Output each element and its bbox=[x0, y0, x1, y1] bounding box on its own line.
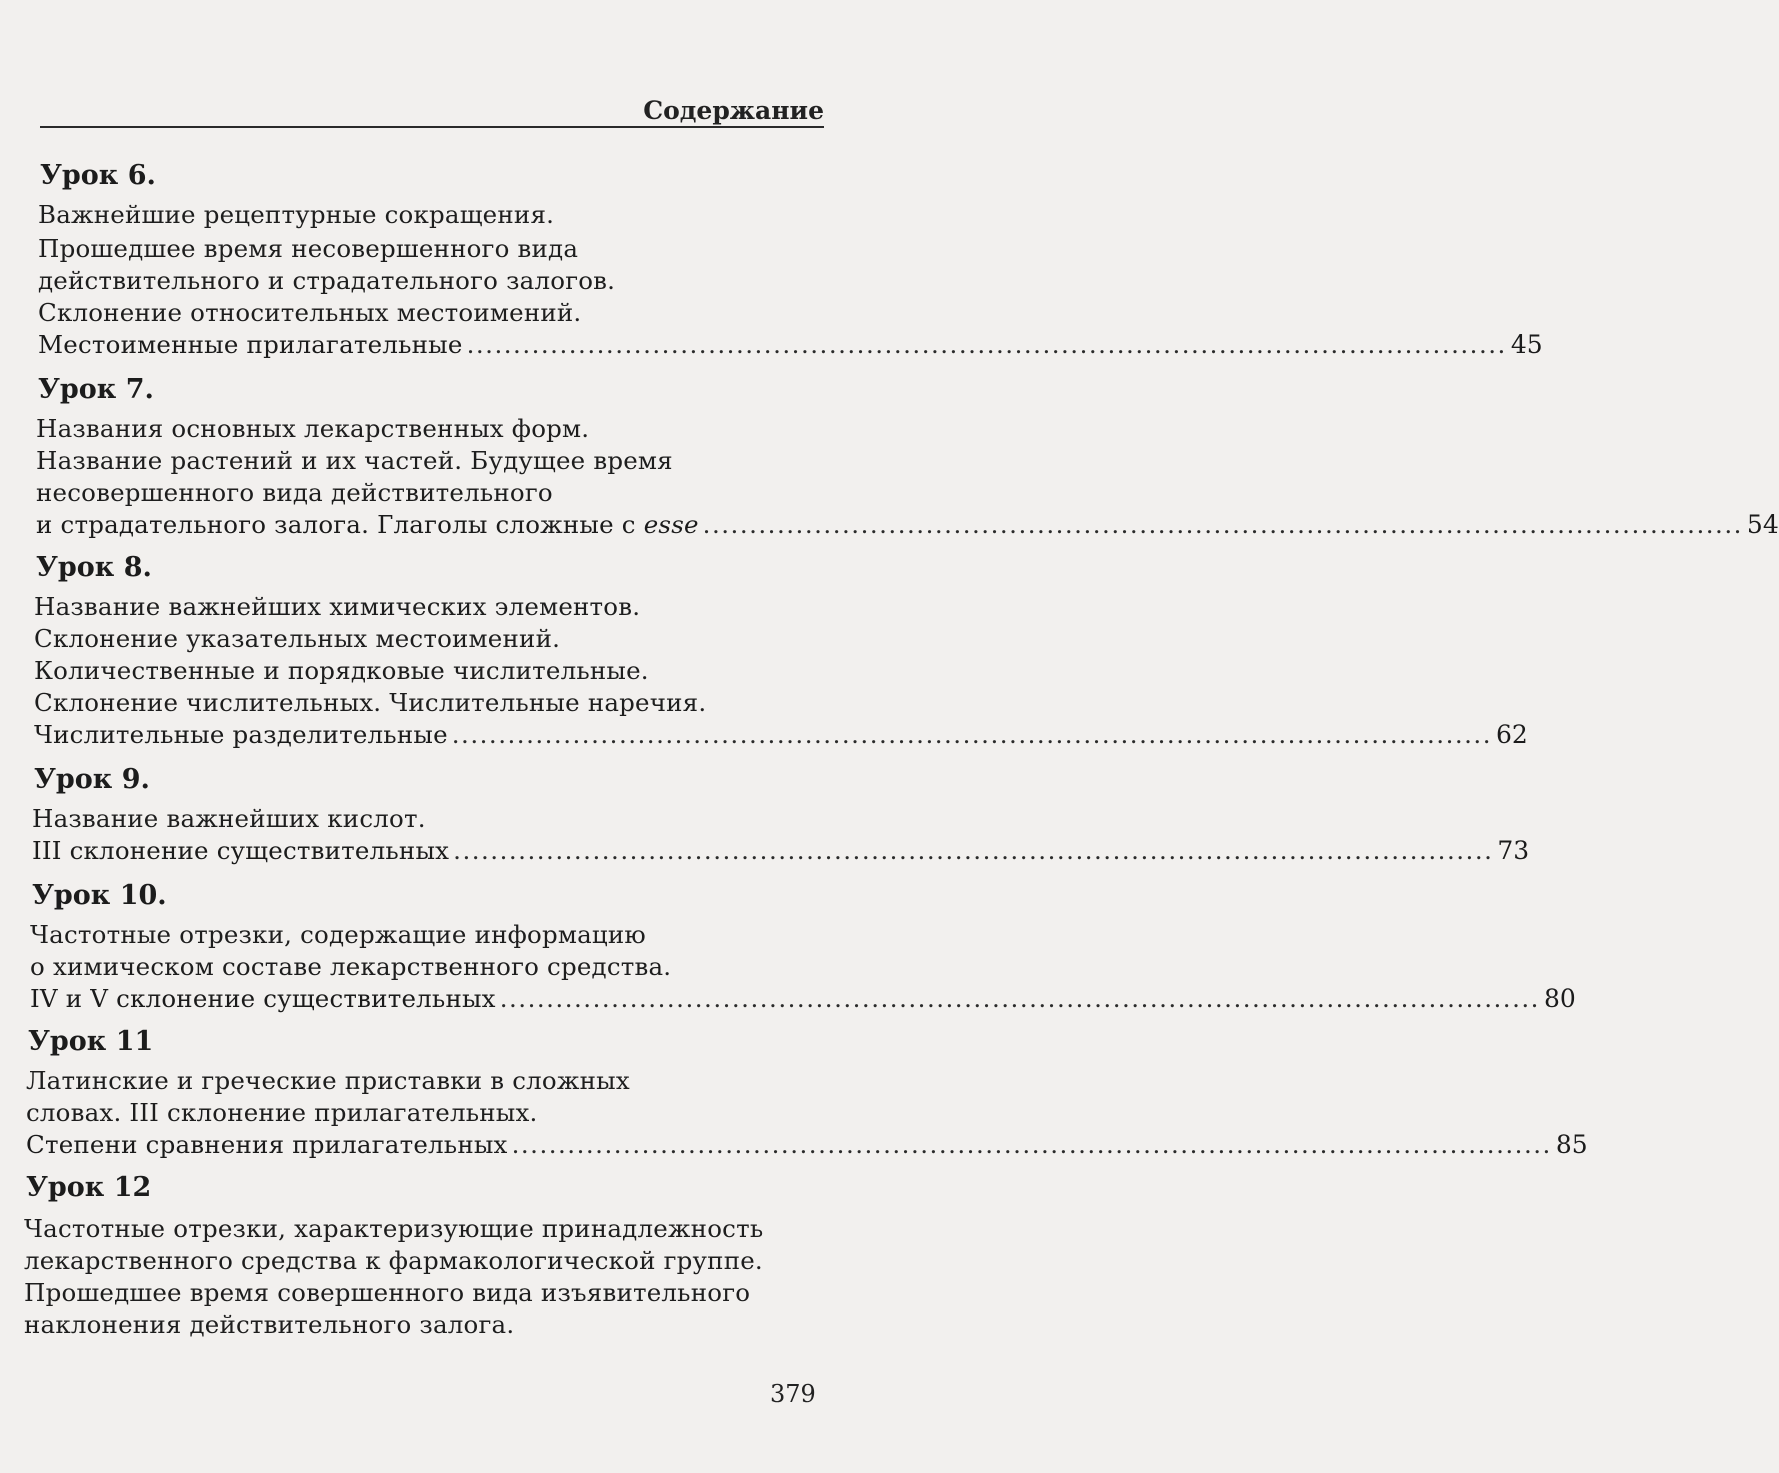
toc-entry-text: Местоименные прилагательные bbox=[38, 330, 463, 359]
lesson-title: Урок 6. bbox=[40, 160, 156, 191]
toc-entry-text bbox=[36, 510, 699, 539]
toc-entry bbox=[32, 836, 1530, 866]
header-title: Содержание bbox=[643, 96, 824, 125]
toc-entry-text: Числительные разделительные bbox=[34, 720, 448, 749]
lesson-line: Важнейшие рецептурные сокращения. bbox=[38, 200, 555, 229]
lesson-line: Частотные отрезки, характеризующие принадлежность bbox=[24, 1214, 764, 1243]
toc-page-number: 85 bbox=[1555, 1130, 1588, 1159]
toc-entry bbox=[34, 720, 1528, 750]
toc-page-number: 62 bbox=[1496, 720, 1528, 749]
lesson-line: Латинские и греческие приставки в сложных bbox=[26, 1066, 630, 1095]
lesson-line: Названия основных лекарственных форм. bbox=[36, 414, 590, 443]
lesson-line: несовершенного вида действительного bbox=[36, 478, 553, 507]
header-rule bbox=[40, 126, 824, 128]
toc-entry-italic: esse bbox=[643, 510, 699, 539]
toc-entry-text: IV и V склонение существительных bbox=[30, 984, 496, 1013]
dot-leader: ................................................................................................................ bbox=[451, 720, 1493, 749]
dot-leader: ................................................................................................................ bbox=[466, 330, 1507, 359]
lesson-line: Название растений и их частей. Будущее время bbox=[36, 446, 673, 475]
lesson-line: действительного и страдательного залогов. bbox=[38, 266, 616, 295]
lesson-line: Количественные и порядковые числительные. bbox=[34, 656, 649, 685]
lesson-line: Склонение указательных местоимений. bbox=[34, 624, 561, 653]
toc-page-number: 73 bbox=[1497, 836, 1530, 865]
lesson-line: словах. III склонение прилагательных. bbox=[26, 1098, 538, 1127]
toc-page-number: 45 bbox=[1510, 330, 1543, 359]
toc-entry-text: III склонение существительных bbox=[32, 836, 450, 865]
lesson-line: Название важнейших химических элементов. bbox=[34, 592, 641, 621]
lesson-title: Урок 11 bbox=[28, 1026, 154, 1057]
lesson-line: Название важнейших кислот. bbox=[32, 804, 426, 833]
lesson-title: Урок 12 bbox=[26, 1172, 152, 1203]
lesson-line: Прошедшее время несовершенного вида bbox=[38, 234, 579, 263]
toc-entry bbox=[38, 330, 1543, 360]
running-header bbox=[40, 92, 824, 128]
lesson-line: Прошедшее время совершенного вида изъявительного bbox=[24, 1278, 751, 1307]
dot-leader: ................................................................................................................ bbox=[702, 510, 1743, 539]
lesson-line: Склонение относительных местоимений. bbox=[38, 298, 582, 327]
lesson-title: Урок 10. bbox=[32, 880, 167, 911]
toc-entry bbox=[36, 510, 1779, 540]
lesson-line: Частотные отрезки, содержащие информацию bbox=[30, 920, 646, 949]
dot-leader: ................................................................................................................ bbox=[499, 984, 1540, 1013]
lesson-line: Склонение числительных. Числительные наречия. bbox=[34, 688, 707, 717]
dot-leader: ................................................................................................................ bbox=[511, 1130, 1552, 1159]
lesson-line: о химическом составе лекарственного средства. bbox=[30, 952, 672, 981]
lesson-line: наклонения действительного залога. bbox=[24, 1310, 515, 1339]
toc-entry bbox=[30, 984, 1576, 1014]
lesson-title: Урок 7. bbox=[38, 374, 154, 405]
toc-page-number: 54 bbox=[1746, 510, 1779, 539]
lesson-title: Урок 9. bbox=[34, 764, 150, 795]
dot-leader: ................................................................................................................ bbox=[453, 836, 1494, 865]
lesson-line: лекарственного средства к фармакологической группе. bbox=[24, 1246, 763, 1275]
lesson-title: Урок 8. bbox=[36, 552, 152, 583]
toc-entry bbox=[26, 1130, 1588, 1160]
page-number: 379 bbox=[770, 1380, 816, 1408]
toc-entry-text-main: и страдательного залога. Глаголы сложные с bbox=[36, 510, 644, 539]
toc-entry-text: Степени сравнения прилагательных bbox=[26, 1130, 508, 1159]
toc-page-number: 80 bbox=[1543, 984, 1576, 1013]
